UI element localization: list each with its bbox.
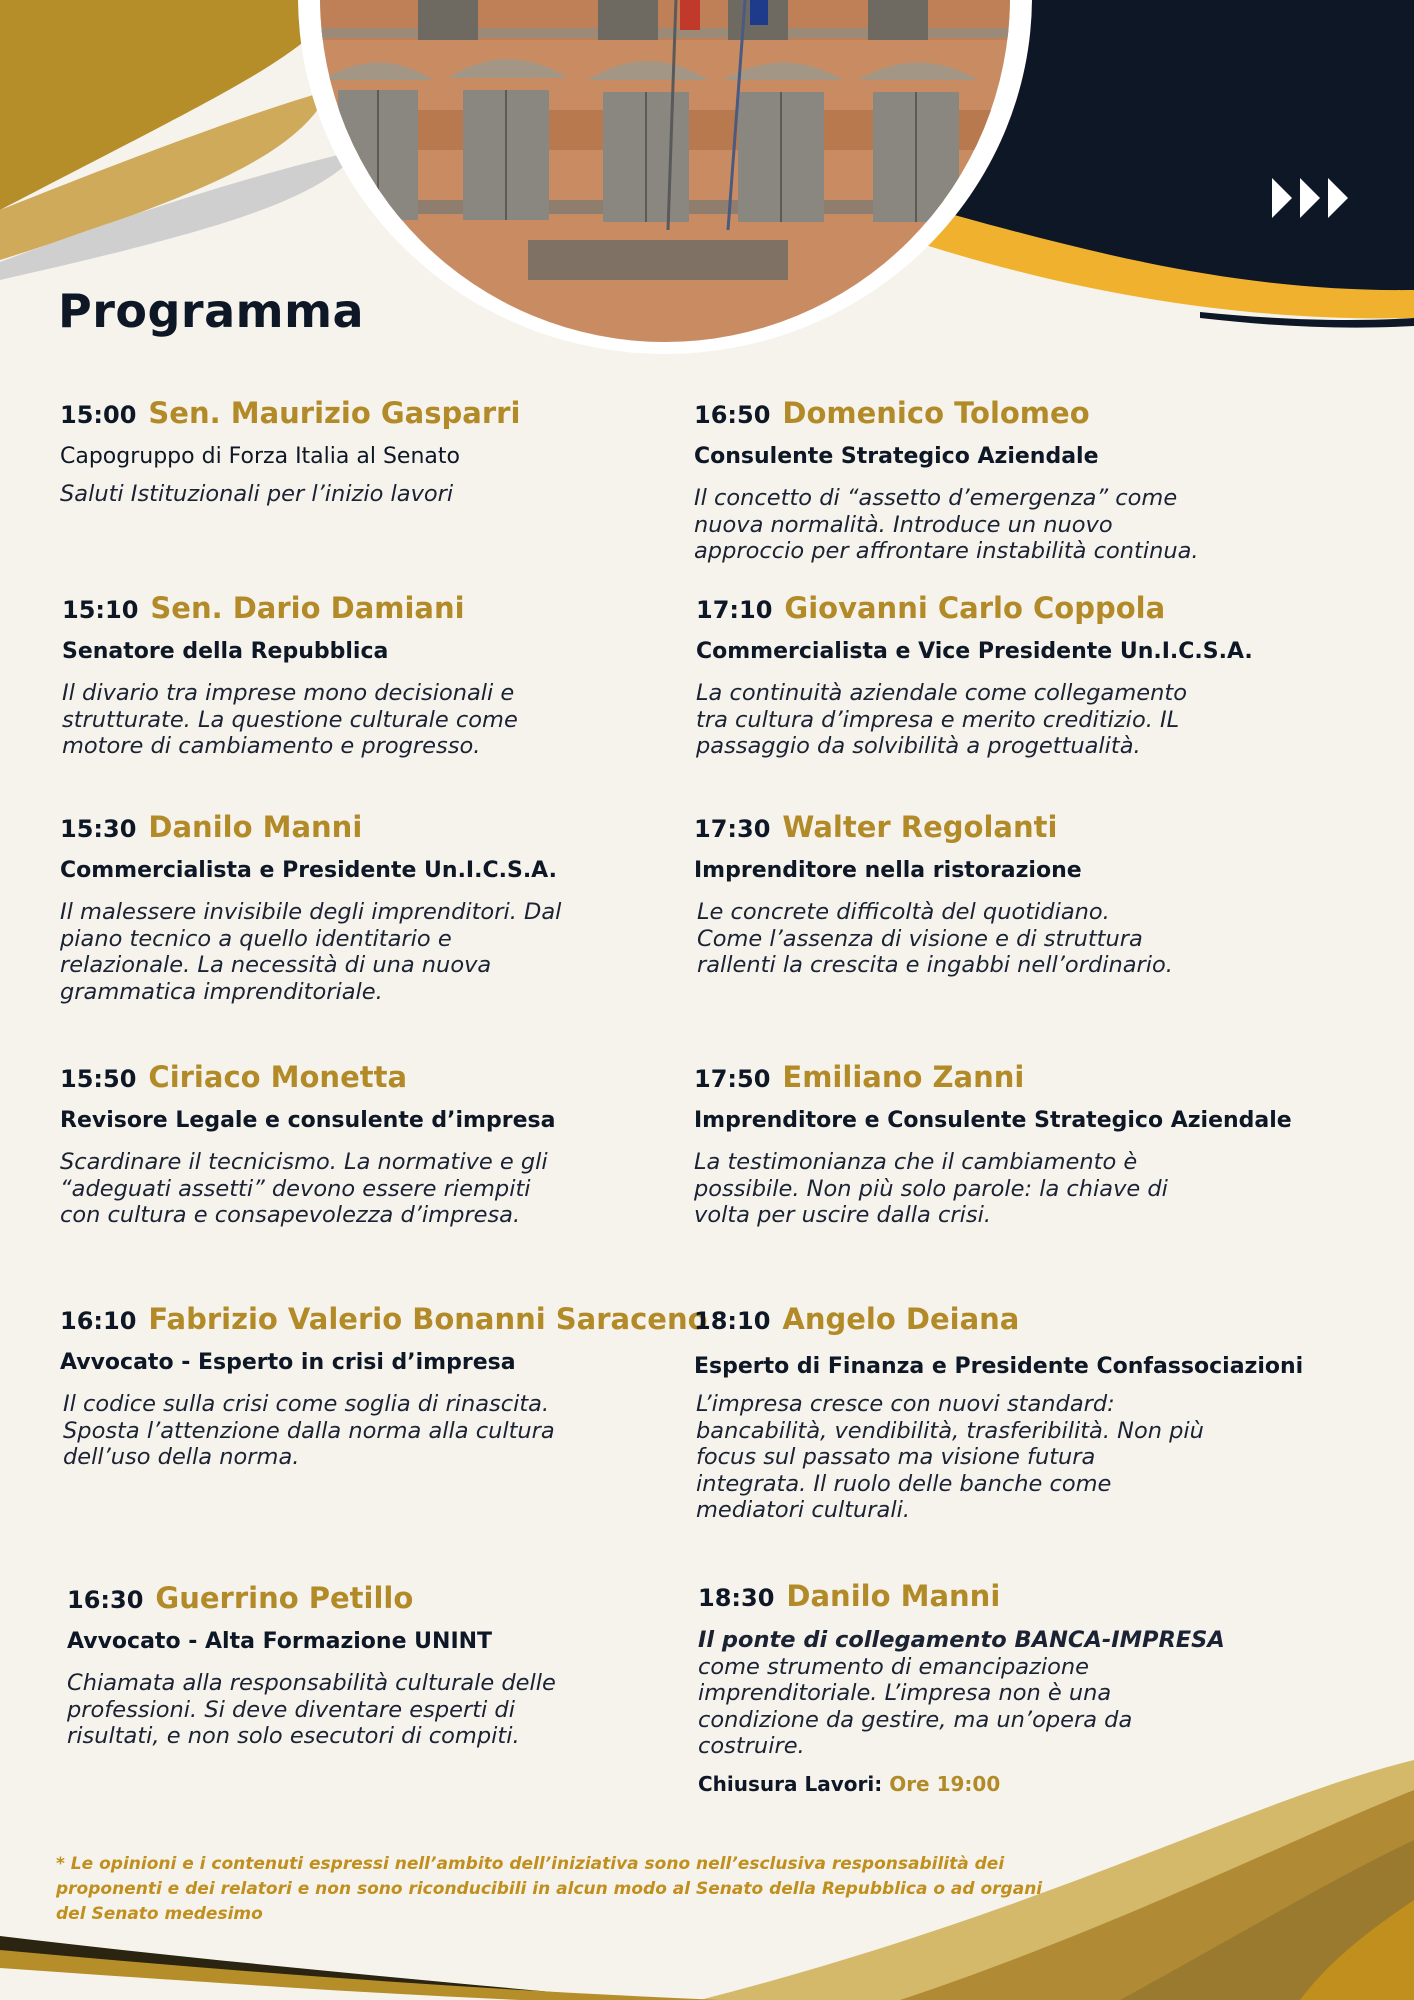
- speaker-name: Guerrino Petillo: [155, 1581, 414, 1615]
- arrow-right-icon: [1328, 178, 1348, 218]
- talk-description: [60, 1391, 700, 1471]
- entry-time: 15:00: [60, 401, 137, 429]
- description-line: Sposta l’attenzione dalla norma alla cultura: [63, 1417, 555, 1444]
- program-entry: [60, 810, 700, 1005]
- entry-time: 18:30: [698, 1584, 775, 1612]
- program-entry: [60, 1060, 700, 1229]
- speaker-name: Domenico Tolomeo: [782, 396, 1090, 430]
- speaker-role: Avvocato - Esperto in crisi d’impresa: [60, 1350, 516, 1375]
- talk-description: [67, 1670, 707, 1750]
- talk-description: [62, 680, 702, 760]
- program-entry: [698, 1579, 1338, 1796]
- description-line: con cultura e consapevolezza d’impresa.: [60, 1202, 521, 1228]
- entry-time: 17:50: [694, 1065, 771, 1093]
- program-entry: [694, 1060, 1334, 1229]
- description-line: passaggio da solvibilità a progettualità.: [696, 733, 1141, 759]
- talk-description: [696, 680, 1336, 760]
- talk-description: [694, 485, 1334, 565]
- speaker-name: Emiliano Zanni: [782, 1060, 1025, 1094]
- speaker-role: Imprenditore e Consulente Strategico Aziendale: [694, 1108, 1292, 1133]
- speaker-role: Senatore della Repubblica: [62, 639, 389, 664]
- entry-time: 16:50: [694, 401, 771, 429]
- description-line: grammatica imprenditoriale.: [60, 978, 383, 1005]
- header-photo-circle: [298, 0, 1032, 354]
- description-line: Le concrete difficoltà del quotidiano.: [697, 899, 1110, 925]
- description-line: relazionale. La necessità di una nuova: [60, 952, 492, 978]
- entry-time: 16:30: [67, 1586, 144, 1614]
- entry-time: 18:10: [694, 1307, 771, 1335]
- disclaimer-line: del Senato medesimo: [56, 1904, 263, 1924]
- arrow-right-icon: [1272, 178, 1292, 218]
- speaker-name: Angelo Deiana: [782, 1302, 1020, 1336]
- description-line: bancabilità, vendibilità, trasferibilità. Non più: [696, 1417, 1204, 1444]
- speaker-role: Esperto di Finanza e Presidente Confassociazioni: [694, 1354, 1304, 1379]
- description-line: professioni. Si deve diventare esperti di: [67, 1696, 515, 1723]
- description-line: Chiamata alla responsabilità culturale delle: [67, 1670, 556, 1696]
- description-line: Il codice sulla crisi come soglia di rinascita.: [63, 1391, 550, 1417]
- speaker-role: Commercialista e Vice Presidente Un.I.C.S.A.: [696, 639, 1253, 664]
- description-line: Saluti Istituzionali per l’inizio lavori: [60, 481, 454, 507]
- speaker-role: Consulente Strategico Aziendale: [694, 444, 1099, 469]
- description-line: approccio per affrontare instabilità continua.: [694, 538, 1199, 564]
- speaker-name: Danilo Manni: [148, 810, 363, 844]
- speaker-name: Giovanni Carlo Coppola: [784, 591, 1166, 625]
- talk-description: [694, 899, 1334, 979]
- description-line: Il divario tra imprese mono decisionali e: [62, 680, 515, 706]
- speaker-role: Revisore Legale e consulente d’impresa: [60, 1108, 556, 1133]
- description-line: condizione da gestire, ma un’opera da: [698, 1706, 1133, 1733]
- description-line: motore di cambiamento e progresso.: [62, 733, 481, 759]
- description-line: L’impresa cresce con nuovi standard:: [696, 1391, 1115, 1417]
- description-line: mediatori culturali.: [696, 1497, 910, 1523]
- speaker-name: Fabrizio Valerio Bonanni Saraceno: [148, 1302, 708, 1336]
- description-line: costruire.: [698, 1733, 805, 1759]
- description-line: volta per uscire dalla crisi.: [694, 1202, 991, 1228]
- disclaimer-note: [56, 1852, 1066, 1927]
- speaker-name: Sen. Dario Damiani: [150, 591, 465, 625]
- description-line: focus sul passato ma visione futura: [696, 1444, 1096, 1470]
- description-line: strutturate. La questione culturale come: [62, 706, 518, 733]
- description-line: rallenti la crescita e ingabbi nell’ordinario.: [697, 952, 1173, 978]
- program-entry: [694, 1302, 1334, 1524]
- description-line: “adeguati assetti” devono essere riempiti: [60, 1175, 531, 1202]
- description-line: possibile. Non più solo parole: la chiave di: [694, 1175, 1168, 1202]
- entry-time: 15:30: [60, 815, 137, 843]
- program-entry: [60, 1302, 708, 1471]
- speaker-role: Commercialista e Presidente Un.I.C.S.A.: [60, 858, 557, 883]
- entry-time: 15:10: [62, 596, 139, 624]
- description-line: nuova normalità. Introduce un nuovo: [694, 511, 1113, 538]
- speaker-role: Imprenditore nella ristorazione: [694, 858, 1082, 883]
- description-line: Scardinare il tecnicismo. La normative e gli: [60, 1149, 548, 1175]
- description-line: imprenditoriale. L’impresa non è una: [698, 1680, 1112, 1706]
- description-line: Come l’assenza di visione e di struttura: [697, 925, 1143, 952]
- entry-time: 15:50: [60, 1065, 137, 1093]
- closing-note: [698, 1772, 1338, 1796]
- speaker-role: Capogruppo di Forza Italia al Senato: [60, 444, 460, 469]
- program-entry: [696, 591, 1336, 760]
- speaker-name: Walter Regolanti: [782, 810, 1058, 844]
- description-line: piano tecnico a quello identitario e: [60, 925, 452, 952]
- entry-time: 17:30: [694, 815, 771, 843]
- speaker-name: Ciriaco Monetta: [148, 1060, 408, 1094]
- talk-description: [60, 1149, 700, 1229]
- arrow-right-icon: [1300, 178, 1320, 218]
- entry-time: 17:10: [696, 596, 773, 624]
- description-line: tra cultura d’impresa e merito creditizio. IL: [696, 706, 1180, 733]
- program-entry: [694, 396, 1334, 565]
- description-line: dell’uso della norma.: [63, 1444, 300, 1470]
- description-line: integrata. Il ruolo delle banche come: [696, 1470, 1112, 1497]
- description-headline: Il ponte di collegamento BANCA-IMPRESA: [698, 1627, 1225, 1653]
- talk-description: [694, 1149, 1334, 1229]
- program-entry: [60, 396, 700, 508]
- closing-time: Ore 19:00: [889, 1771, 1001, 1796]
- triple-arrow-icon: [1272, 178, 1348, 218]
- talk-description: [698, 1627, 1338, 1760]
- entry-time: 16:10: [60, 1307, 137, 1335]
- program-entry: [62, 591, 702, 760]
- talk-description: [60, 899, 700, 1005]
- program-entry: [67, 1581, 707, 1750]
- program-entry: [694, 810, 1334, 979]
- senate-building-photo: [298, 0, 1032, 354]
- description-line: Il malessere invisibile degli imprenditori. Dal: [60, 899, 562, 925]
- description-line: risultati, e non solo esecutori di compiti.: [67, 1723, 520, 1749]
- closing-label: Chiusura Lavori:: [698, 1771, 883, 1796]
- description-line: Il concetto di “assetto d’emergenza” come: [694, 485, 1178, 511]
- talk-description: [694, 1391, 1334, 1524]
- disclaimer-line: * Le opinioni e i contenuti espressi nell’ambito dell’iniziativa sono nell’esclusiva responsabilità dei: [56, 1854, 1005, 1874]
- talk-description: [60, 481, 700, 508]
- description-line: La testimonianza che il cambiamento è: [694, 1149, 1138, 1175]
- speaker-role: Avvocato - Alta Formazione UNINT: [67, 1629, 493, 1654]
- disclaimer-line: proponenti e dei relatori e non sono riconducibili in alcun modo al Senato della Repubblica o ad organi: [56, 1879, 1043, 1899]
- description-line: La continuità aziendale come collegamento: [696, 680, 1187, 706]
- speaker-name: Danilo Manni: [786, 1579, 1001, 1613]
- speaker-name: Sen. Maurizio Gasparri: [148, 396, 521, 430]
- description-line: come strumento di emancipazione: [698, 1653, 1089, 1680]
- page-title: Programma: [58, 284, 365, 338]
